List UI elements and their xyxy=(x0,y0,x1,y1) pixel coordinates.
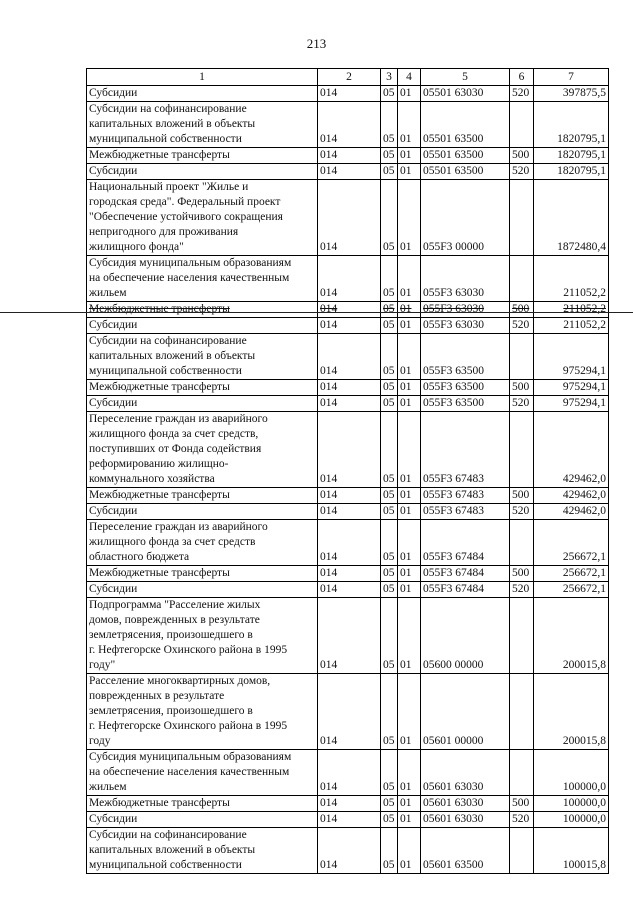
row-target-article: 05600 00000 xyxy=(421,598,510,674)
row-section: 05 xyxy=(381,582,398,598)
row-amount: 211052,2 xyxy=(534,256,609,302)
row-target-article: 055F3 67484 xyxy=(421,566,510,582)
table-row xyxy=(87,828,609,874)
row-subsection: 01 xyxy=(398,520,421,566)
row-name: Переселение граждан из аварийного жилищного фонда за счет средств, поступивших от Фонда содействия реформированию жилищно- коммунального хозяйства xyxy=(87,412,318,488)
table-row xyxy=(87,598,609,674)
row-section: 05 xyxy=(381,148,398,164)
row-target-article: 055F3 63500 xyxy=(421,396,510,412)
row-subsection: 01 xyxy=(398,164,421,180)
row-section: 05 xyxy=(381,520,398,566)
row-name: Субсидии на софинансирование капитальных вложений в объекты муниципальной собственности xyxy=(87,828,318,874)
table-row xyxy=(87,334,609,380)
page-number: 213 xyxy=(306,36,327,51)
row-target-article: 055F3 67484 xyxy=(421,582,510,598)
row-ministry-code: 014 xyxy=(318,256,381,302)
row-target-article: 055F3 67483 xyxy=(421,412,510,488)
row-ministry-code: 014 xyxy=(318,164,381,180)
row-target-article: 055F3 63500 xyxy=(421,334,510,380)
row-target-article: 055F3 63500 xyxy=(421,380,510,396)
row-name: Субсидии xyxy=(87,318,318,334)
row-section: 05 xyxy=(381,504,398,520)
row-subsection: 01 xyxy=(398,812,421,828)
row-name: Межбюджетные трансферты xyxy=(87,488,318,504)
row-name: Субсидии xyxy=(87,164,318,180)
row-amount: 429462,0 xyxy=(534,488,609,504)
row-expense-type: 500 xyxy=(510,302,534,318)
row-expense-type: 520 xyxy=(510,812,534,828)
row-section: 05 xyxy=(381,164,398,180)
row-name: Субсидии на софинансирование капитальных вложений в объекты муниципальной собственности xyxy=(87,334,318,380)
table-row xyxy=(87,504,609,520)
row-subsection: 01 xyxy=(398,318,421,334)
row-subsection: 01 xyxy=(398,256,421,302)
row-ministry-code: 014 xyxy=(318,750,381,796)
row-amount: 256672,1 xyxy=(534,520,609,566)
row-amount: 1820795,1 xyxy=(534,148,609,164)
row-name: Межбюджетные трансферты xyxy=(87,148,318,164)
row-name: Субсидии xyxy=(87,812,318,828)
row-amount: 100015,8 xyxy=(534,828,609,874)
row-target-article: 05501 63500 xyxy=(421,102,510,148)
row-amount: 211052,2 xyxy=(534,318,609,334)
row-amount: 100000,0 xyxy=(534,750,609,796)
row-section: 05 xyxy=(381,566,398,582)
row-target-article: 055F3 67483 xyxy=(421,504,510,520)
row-ministry-code: 014 xyxy=(318,180,381,256)
row-ministry-code: 014 xyxy=(318,302,381,318)
table-row xyxy=(87,412,609,488)
row-expense-type: 500 xyxy=(510,380,534,396)
row-subsection: 01 xyxy=(398,582,421,598)
row-target-article: 05601 63030 xyxy=(421,750,510,796)
row-section: 05 xyxy=(381,334,398,380)
row-amount: 256672,1 xyxy=(534,582,609,598)
row-section: 05 xyxy=(381,86,398,102)
row-name: Межбюджетные трансферты xyxy=(87,380,318,396)
row-expense-type: 500 xyxy=(510,488,534,504)
table-row xyxy=(87,520,609,566)
row-ministry-code: 014 xyxy=(318,582,381,598)
table-row xyxy=(87,380,609,396)
row-ministry-code: 014 xyxy=(318,520,381,566)
row-name: Субсидии xyxy=(87,504,318,520)
row-section: 05 xyxy=(381,318,398,334)
row-target-article: 055F3 67483 xyxy=(421,488,510,504)
row-amount: 429462,0 xyxy=(534,412,609,488)
row-subsection: 01 xyxy=(398,412,421,488)
table-row xyxy=(87,102,609,148)
header-cell-4: 4 xyxy=(398,69,421,86)
row-section: 05 xyxy=(381,812,398,828)
row-amount: 256672,1 xyxy=(534,566,609,582)
row-subsection: 01 xyxy=(398,796,421,812)
row-section: 05 xyxy=(381,750,398,796)
row-name: Национальный проект "Жилье и городская среда". Федеральный проект "Обеспечение устойчивого сокращения непригодного для проживания жилищного фонда" xyxy=(87,180,318,256)
row-expense-type xyxy=(510,180,534,256)
table-row xyxy=(87,86,609,102)
row-target-article: 05601 63030 xyxy=(421,812,510,828)
row-name: Субсидия муниципальным образованиям на обеспечение населения качественным жильем xyxy=(87,750,318,796)
row-subsection: 01 xyxy=(398,148,421,164)
row-section: 05 xyxy=(381,396,398,412)
table-row xyxy=(87,750,609,796)
row-expense-type: 500 xyxy=(510,796,534,812)
row-section: 05 xyxy=(381,180,398,256)
table-row xyxy=(87,180,609,256)
row-section: 05 xyxy=(381,828,398,874)
row-expense-type xyxy=(510,412,534,488)
row-amount: 200015,8 xyxy=(534,674,609,750)
row-target-article: 05601 63500 xyxy=(421,828,510,874)
row-subsection: 01 xyxy=(398,334,421,380)
row-section: 05 xyxy=(381,102,398,148)
row-expense-type: 520 xyxy=(510,86,534,102)
row-expense-type xyxy=(510,334,534,380)
row-subsection: 01 xyxy=(398,504,421,520)
row-target-article: 055F3 63030 xyxy=(421,256,510,302)
row-subsection: 01 xyxy=(398,674,421,750)
table-row xyxy=(87,796,609,812)
header-cell-5: 5 xyxy=(421,69,510,86)
row-section: 05 xyxy=(381,302,398,318)
row-subsection: 01 xyxy=(398,380,421,396)
row-ministry-code: 014 xyxy=(318,566,381,582)
row-expense-type xyxy=(510,102,534,148)
row-target-article: 05501 63030 xyxy=(421,86,510,102)
row-expense-type: 500 xyxy=(510,148,534,164)
table-row xyxy=(87,674,609,750)
row-name: Межбюджетные трансферты xyxy=(87,566,318,582)
row-expense-type xyxy=(510,598,534,674)
row-amount: 200015,8 xyxy=(534,598,609,674)
row-ministry-code: 014 xyxy=(318,504,381,520)
row-ministry-code: 014 xyxy=(318,86,381,102)
row-expense-type: 520 xyxy=(510,396,534,412)
row-subsection: 01 xyxy=(398,488,421,504)
row-amount: 211052,2 xyxy=(534,302,609,318)
row-ministry-code: 014 xyxy=(318,812,381,828)
row-target-article: 055F3 63030 xyxy=(421,302,510,318)
row-name: Субсидии xyxy=(87,396,318,412)
row-target-article: 05601 63030 xyxy=(421,796,510,812)
row-section: 05 xyxy=(381,796,398,812)
row-name: Расселение многоквартирных домов, поврежденных в результате землетрясения, произошедшего в г. Нефтегорске Охинского района в 1995 году xyxy=(87,674,318,750)
row-subsection: 01 xyxy=(398,396,421,412)
row-ministry-code: 014 xyxy=(318,102,381,148)
row-subsection: 01 xyxy=(398,180,421,256)
row-section: 05 xyxy=(381,380,398,396)
row-expense-type xyxy=(510,674,534,750)
table-row xyxy=(87,318,609,334)
row-subsection: 01 xyxy=(398,302,421,318)
row-target-article: 055F3 63030 xyxy=(421,318,510,334)
row-ministry-code: 014 xyxy=(318,396,381,412)
row-subsection: 01 xyxy=(398,102,421,148)
row-name: Межбюджетные трансферты xyxy=(87,302,318,318)
row-amount: 100000,0 xyxy=(534,812,609,828)
header-cell-6: 6 xyxy=(510,69,534,86)
row-amount: 397875,5 xyxy=(534,86,609,102)
row-ministry-code: 014 xyxy=(318,148,381,164)
row-section: 05 xyxy=(381,412,398,488)
row-subsection: 01 xyxy=(398,750,421,796)
row-target-article: 055F3 67484 xyxy=(421,520,510,566)
row-ministry-code: 014 xyxy=(318,488,381,504)
table-row xyxy=(87,812,609,828)
row-expense-type: 520 xyxy=(510,318,534,334)
row-amount: 1820795,1 xyxy=(534,164,609,180)
row-expense-type xyxy=(510,750,534,796)
row-section: 05 xyxy=(381,674,398,750)
row-ministry-code: 014 xyxy=(318,334,381,380)
row-amount: 975294,1 xyxy=(534,334,609,380)
row-name: Субсидии на софинансирование капитальных вложений в объекты муниципальной собственности xyxy=(87,102,318,148)
header-cell-2: 2 xyxy=(318,69,381,86)
row-section: 05 xyxy=(381,598,398,674)
row-target-article: 05501 63500 xyxy=(421,164,510,180)
header-cell-1: 1 xyxy=(87,69,318,86)
table-row xyxy=(87,256,609,302)
row-ministry-code: 014 xyxy=(318,828,381,874)
table-row xyxy=(87,148,609,164)
row-amount: 100000,0 xyxy=(534,796,609,812)
table-row xyxy=(87,582,609,598)
scan-cut-line xyxy=(0,312,633,313)
row-expense-type xyxy=(510,520,534,566)
row-amount: 1820795,1 xyxy=(534,102,609,148)
table-row xyxy=(87,566,609,582)
row-expense-type xyxy=(510,256,534,302)
table-row xyxy=(87,302,609,318)
row-target-article: 05501 63500 xyxy=(421,148,510,164)
table-row xyxy=(87,396,609,412)
row-subsection: 01 xyxy=(398,86,421,102)
table-row xyxy=(87,164,609,180)
table-row xyxy=(87,488,609,504)
row-name: Межбюджетные трансферты xyxy=(87,796,318,812)
row-name: Субсидия муниципальным образованиям на обеспечение населения качественным жильем xyxy=(87,256,318,302)
row-expense-type: 520 xyxy=(510,582,534,598)
row-subsection: 01 xyxy=(398,566,421,582)
row-target-article: 05601 00000 xyxy=(421,674,510,750)
row-target-article: 055F3 00000 xyxy=(421,180,510,256)
row-expense-type xyxy=(510,828,534,874)
budget-table xyxy=(86,68,609,874)
row-ministry-code: 014 xyxy=(318,598,381,674)
row-ministry-code: 014 xyxy=(318,412,381,488)
row-name: Переселение граждан из аварийного жилищного фонда за счет средств областного бюджета xyxy=(87,520,318,566)
row-amount: 429462,0 xyxy=(534,504,609,520)
row-expense-type: 520 xyxy=(510,504,534,520)
header-cell-7: 7 xyxy=(534,69,609,86)
row-section: 05 xyxy=(381,488,398,504)
row-ministry-code: 014 xyxy=(318,796,381,812)
row-amount: 975294,1 xyxy=(534,396,609,412)
row-section: 05 xyxy=(381,256,398,302)
row-name: Субсидии xyxy=(87,582,318,598)
row-subsection: 01 xyxy=(398,598,421,674)
row-name: Субсидии xyxy=(87,86,318,102)
row-amount: 975294,1 xyxy=(534,380,609,396)
header-cell-3: 3 xyxy=(381,69,398,86)
row-ministry-code: 014 xyxy=(318,380,381,396)
row-ministry-code: 014 xyxy=(318,318,381,334)
row-expense-type: 520 xyxy=(510,164,534,180)
row-name: Подпрограмма "Расселение жилых домов, поврежденных в результате землетрясения, произошедшего в г. Нефтегорске Охинского района в 1995 году" xyxy=(87,598,318,674)
table-header-row xyxy=(87,69,609,86)
row-expense-type: 500 xyxy=(510,566,534,582)
row-subsection: 01 xyxy=(398,828,421,874)
row-amount: 1872480,4 xyxy=(534,180,609,256)
row-ministry-code: 014 xyxy=(318,674,381,750)
